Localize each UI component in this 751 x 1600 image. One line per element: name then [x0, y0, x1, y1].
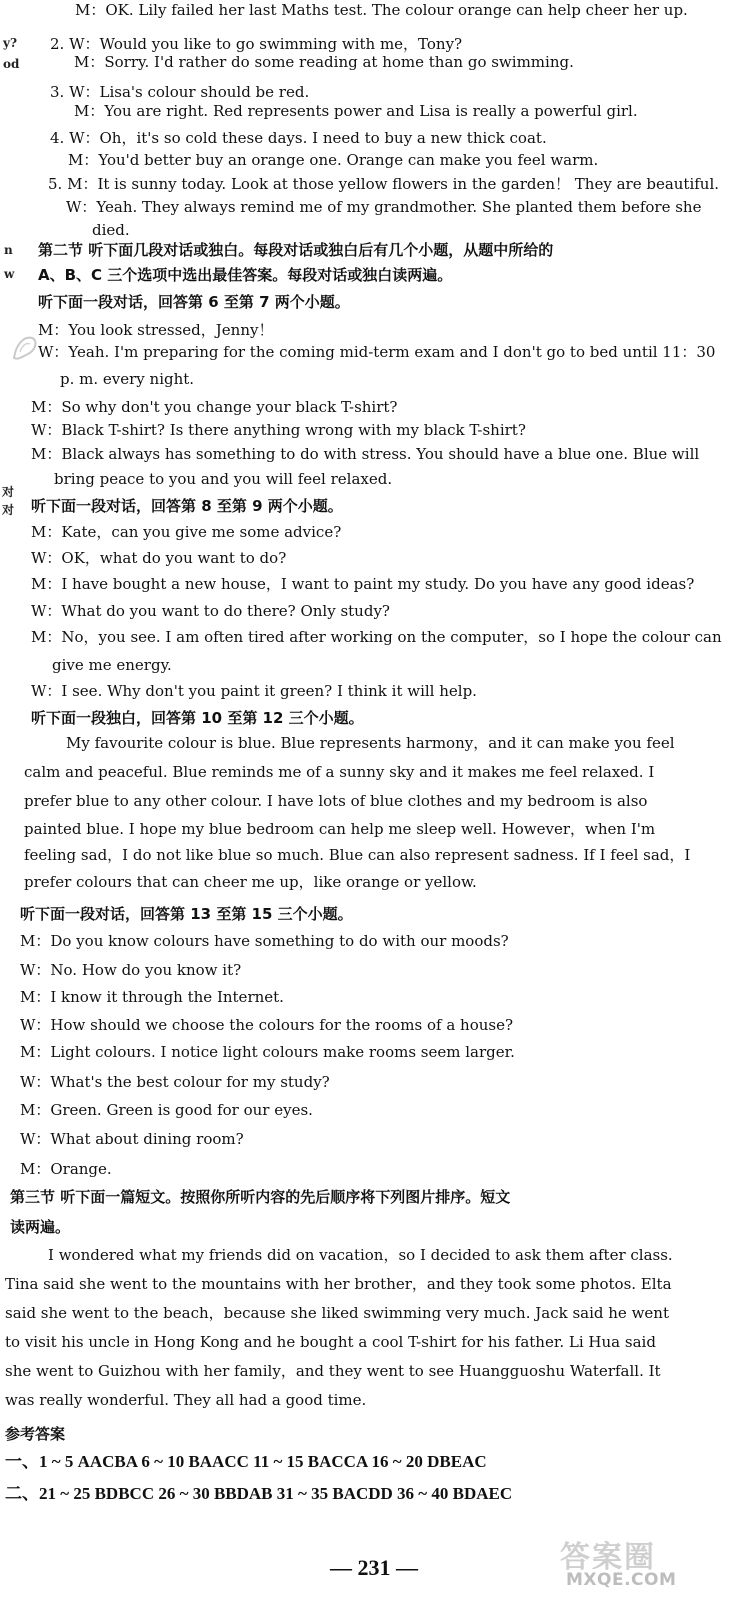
- dialogue-line: W：Yeah. I'm preparing for the coming mid-term exam and I don't go to bed until 11：30: [38, 343, 716, 361]
- paragraph-line: prefer blue to any other colour. I have lots of blue clothes and my bedroom is also: [24, 792, 648, 810]
- dialogue-line: M：You are right. Red represents power and Lisa is really a powerful girl.: [74, 102, 638, 120]
- paragraph-line: prefer colours that can cheer me up，like orange or yellow.: [24, 873, 477, 891]
- answer-key-row: 二、21 ~ 25 BDBCC 26 ~ 30 BBDAB 31 ~ 35 BACDD 36 ~ 40 BDAEC: [5, 1484, 513, 1503]
- margin-fragment: 对: [2, 503, 15, 517]
- dialogue-line: W：I see. Why don't you paint it green? I think it will help.: [31, 682, 477, 700]
- margin-fragment: od: [3, 57, 20, 71]
- dialogue-line: M：I have bought a new house，I want to paint my study. Do you have any good ideas?: [31, 575, 695, 593]
- dialogue-line: W：No. How do you know it?: [20, 961, 242, 979]
- dialogue-line: p. m. every night.: [60, 370, 195, 388]
- dialogue-line: W：Yeah. They always remind me of my grandmother. She planted them before she: [66, 198, 702, 216]
- paragraph-line: to visit his uncle in Hong Kong and he bought a cool T-shirt for his father. Li Hua said: [5, 1333, 656, 1351]
- dialogue-line: 2. W：Would you like to go swimming with me，Tony?: [50, 35, 463, 53]
- watermark-url: MXQE.COM: [566, 1570, 677, 1590]
- dialogue-line: W：What's the best colour for my study?: [20, 1073, 330, 1091]
- sub-heading: 听下面一段对话，回答第 6 至第 7 两个小题。: [38, 293, 350, 311]
- paragraph-line: Tina said she went to the mountains with her brother，and they took some photos. Elta: [5, 1275, 672, 1293]
- dialogue-line: W：How should we choose the colours for the rooms of a house?: [20, 1016, 514, 1034]
- dialogue-line: 4. W：Oh，it's so cold these days. I need to buy a new thick coat.: [50, 129, 547, 147]
- sub-heading: 听下面一段独白，回答第 10 至第 12 三个小题。: [31, 709, 364, 727]
- section-heading: 第三节 听下面一篇短文。按照你所听内容的先后顺序将下列图片排序。短文: [10, 1188, 511, 1206]
- margin-fragment: n: [4, 243, 13, 257]
- dialogue-line: died.: [92, 221, 130, 239]
- dialogue-line: M：Do you know colours have something to do with our moods?: [20, 932, 509, 950]
- dialogue-line: M：So why don't you change your black T-shirt?: [31, 398, 398, 416]
- paragraph-line: said she went to the beach，because she liked swimming very much. Jack said he went: [5, 1304, 669, 1322]
- dialogue-line: M：Orange.: [20, 1160, 112, 1178]
- dialogue-line: M：Black always has something to do with stress. You should have a blue one. Blue will: [31, 445, 700, 463]
- dialogue-line: give me energy.: [52, 656, 172, 674]
- dialogue-line: M：Light colours. I notice light colours make rooms seem larger.: [20, 1043, 515, 1061]
- dialogue-line: W：What about dining room?: [20, 1130, 244, 1148]
- section-heading: A、B、C 三个选项中选出最佳答案。每段对话或独白读两遍。: [38, 266, 453, 284]
- watermark: [560, 1532, 740, 1594]
- sub-heading: 听下面一段对话，回答第 8 至第 9 两个小题。: [31, 497, 343, 515]
- answer-key-heading: 参考答案: [5, 1425, 66, 1443]
- dialogue-line: W：OK，what do you want to do?: [31, 549, 287, 567]
- dialogue-line: M：I know it through the Internet.: [20, 988, 284, 1006]
- paragraph-line: painted blue. I hope my blue bedroom can help me sleep well. However，when I'm: [24, 820, 656, 838]
- watermark-logo: 答案圈: [560, 1540, 656, 1575]
- dialogue-line: M：OK. Lily failed her last Maths test. The colour orange can help cheer her up.: [75, 1, 688, 19]
- dialogue-line: M：You look stressed，Jenny！: [38, 321, 274, 339]
- paragraph-line: was really wonderful. They all had a good time.: [5, 1391, 367, 1409]
- dialogue-line: M：No，you see. I am often tired after working on the computer，so I hope the colour can: [31, 628, 722, 646]
- section-heading: 读两遍。: [10, 1218, 71, 1236]
- margin-fragment: 对: [2, 485, 15, 499]
- dialogue-line: M：Sorry. I'd rather do some reading at home than go swimming.: [74, 53, 574, 71]
- dialogue-line: W：Black T-shirt? Is there anything wrong with my black T-shirt?: [31, 421, 526, 439]
- paragraph-line: she went to Guizhou with her family，and they went to see Huangguoshu Waterfall. It: [5, 1362, 661, 1380]
- paragraph-line: My favourite colour is blue. Blue represents harmony，and it can make you feel: [66, 734, 675, 752]
- dialogue-line: bring peace to you and you will feel relaxed.: [54, 470, 393, 488]
- margin-fragment: y?: [3, 36, 18, 50]
- dialogue-line: M：Kate，can you give me some advice?: [31, 523, 342, 541]
- dialogue-line: 5. M：It is sunny today. Look at those yellow flowers in the garden！ They are beautiful.: [48, 175, 720, 193]
- dialogue-line: W：What do you want to do there? Only study?: [31, 602, 390, 620]
- paragraph-line: feeling sad，I do not like blue so much. Blue can also represent sadness. If I feel sad，I: [24, 846, 691, 864]
- dialogue-line: M：Green. Green is good for our eyes.: [20, 1101, 313, 1119]
- paragraph-line: calm and peaceful. Blue reminds me of a sunny sky and it makes me feel relaxed. I: [24, 763, 655, 781]
- section-heading: 第二节 听下面几段对话或独白。每段对话或独白后有几个小题，从题中所给的: [38, 241, 554, 259]
- dialogue-line: M：You'd better buy an orange one. Orange can make you feel warm.: [68, 151, 599, 169]
- page-number: — 231 —: [330, 1555, 418, 1580]
- margin-fragment: w: [4, 267, 15, 281]
- sub-heading: 听下面一段对话，回答第 13 至第 15 三个小题。: [20, 905, 353, 923]
- dialogue-line: 3. W：Lisa's colour should be red.: [50, 83, 310, 101]
- answer-key-row: 一、1 ~ 5 AACBA 6 ~ 10 BAACC 11 ~ 15 BACCA 16 ~ 20 DBEAC: [5, 1452, 487, 1471]
- paragraph-line: I wondered what my friends did on vacation，so I decided to ask them after class.: [48, 1246, 673, 1264]
